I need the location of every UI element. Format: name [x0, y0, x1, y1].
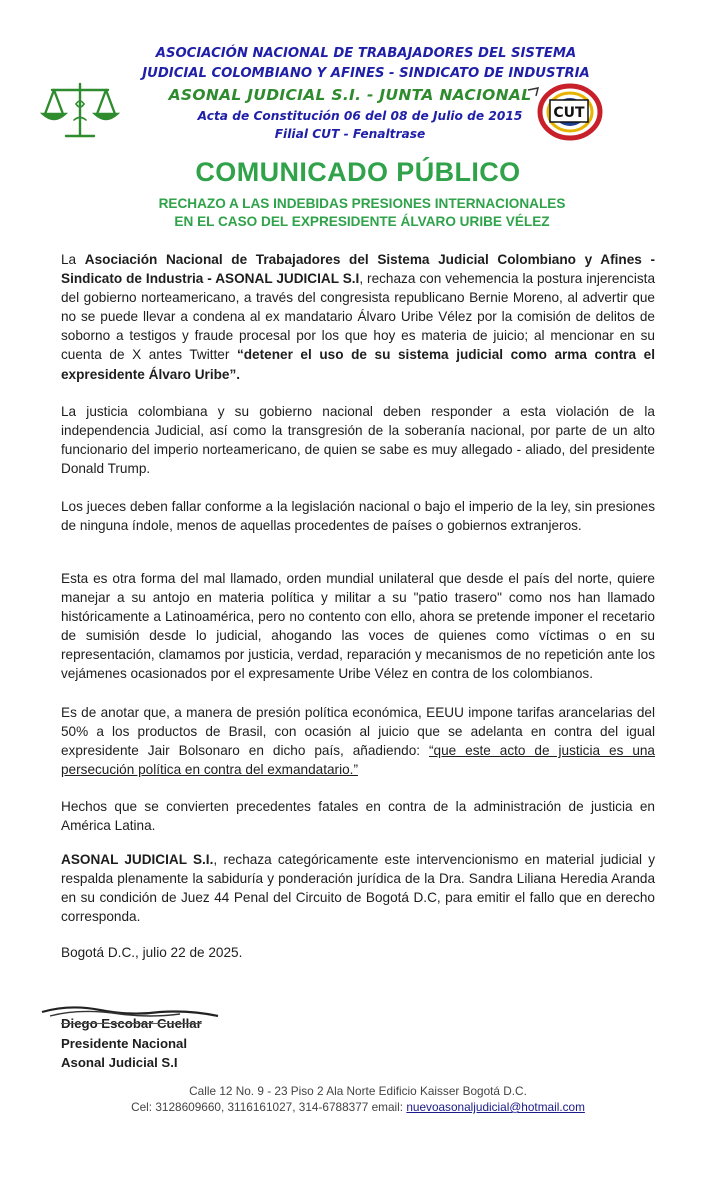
paragraph-6: Hechos que se convierten precedentes fatales en contra de la administración de justicia en América Latina.: [61, 799, 655, 834]
p5-underlined-quote: “que este acto de justicia es una persecución política en contra del exmandatario.”: [61, 743, 655, 778]
page-title: COMUNICADO PÚBLICO: [195, 157, 521, 187]
p1-bold-org: Asociación Nacional de Trabajadores del Sistema Judicial Colombiano y Afines - Sindicato de Industria - ASONAL JUDICIAL S.I: [61, 252, 655, 287]
paragraph-4: Esta es otra forma del mal llamado, orden mundial unilateral que desde el país del norte, quiere manejar a su antojo en materia política y militar a su "patio trasero" como nos han llamado históricamente a Latinoamérica, pero no contento con ello, ahora se pretende imponer el recetario de sumisión desde lo judicial, ahogando las voces de quienes como víctimas o en su representación, clamamos por justicia, verdad, reparación y mecanismos de no repetición ante los vejámenes ocasionados por el expresamente Uribe Vélez en contra de los colombianos.: [61, 571, 655, 682]
letterhead-constitution: Acta de Constitución 06 del 08 de Julio de 2015: [197, 109, 523, 123]
p1-bold-quote: “detener el uso de su sistema judicial como arma contra el expresidente Álvaro Uribe”.: [61, 347, 655, 382]
paragraph-1: [61, 250, 655, 384]
signer-name: Diego Escobar Cuellar: [61, 1016, 202, 1031]
letterhead-line-1: ASOCIACIÓN NACIONAL DE TRABAJADORES DEL SISTEMA: [155, 46, 577, 61]
p1-text-c: , rechaza con vehemencia la postura injerencista del gobierno norteamericano, a través del congresista republicano Bernie Moreno, al advertir que no se puede llevar a condena al ex mandatario Álvaro Uribe Vélez por la comisión de delitos de soborno a testigos y fraude procesal por los que hoy es materia de juicio; al mencionar en su cuenta de X antes Twitter: [61, 271, 655, 363]
subtitle-line-1: RECHAZO A LAS INDEBIDAS PRESIONES INTERNACIONALES: [158, 196, 566, 211]
paragraph-2: La justicia colombiana y su gobierno nacional deben responder a esta violación de la independencia Judicial, así como la transgresión de la soberanía nacional, por parte de un alto funcionario del imperio norteamericano, de quien se sabe es muy allegado - aliado, del presidente Donald Trump.: [61, 404, 655, 477]
date-line: Bogotá D.C., julio 22 de 2025.: [61, 945, 243, 960]
p7-text-b: , rechaza categóricamente este intervencionismo en material judicial y respalda plenamente la sabiduría y ponderación jurídica de la Dra. Sandra Liliana Heredia Aranda en su condición de Juez 44 Penal del Circuito de Bogotá D.C, para emitir el fallo que en derecho corresponda.: [61, 852, 655, 925]
cut-logo-text: CUT: [553, 105, 585, 121]
letterhead-line-2: JUDICIAL COLOMBIANO Y AFINES - SINDICATO DE INDUSTRIA: [142, 66, 590, 81]
footer-email-link[interactable]: nuevoasonaljudicial@hotmail.com: [406, 1100, 585, 1114]
p7-bold-org: ASONAL JUDICIAL S.I.: [61, 852, 214, 867]
letterhead-affiliation: Filial CUT - Fenaltrase: [274, 127, 426, 141]
letterhead-line-3: ASONAL JUDICIAL S.I. - JUNTA NACIONAL: [168, 86, 532, 104]
footer-phones: Cel: 3128609660, 3116161027, 314-6788377 email:: [131, 1100, 407, 1114]
signer-organization: Asonal Judicial S.I: [61, 1055, 178, 1070]
p1-text-a: La: [61, 252, 85, 267]
paragraph-7: [61, 850, 655, 926]
signer-role: Presidente Nacional: [61, 1036, 188, 1051]
footer-contact: [0, 1100, 716, 1114]
p5-text-a: Es de anotar que, a manera de presión política económica, EEUU impone tarifas arancelarias del 50% a los productos de Brasil, con ocasión al juicio que se adelanta en contra del igual expresidente Jair Bolsonaro en dicho país, añadiendo:: [61, 705, 655, 759]
subtitle-line-2: EN EL CASO DEL EXPRESIDENTE ÁLVARO URIBE VÉLEZ: [174, 214, 550, 229]
footer-address: Calle 12 No. 9 - 23 Piso 2 Ala Norte Edificio Kaisser Bogotá D.C.: [189, 1084, 527, 1098]
paragraph-3: Los jueces deben fallar conforme a la legislación nacional o bajo el imperio de la ley, sin presiones de ninguna índole, menos de aquellas procedentes de países o gobiernos extranjeros.: [61, 499, 655, 534]
paragraph-5: [61, 703, 655, 779]
